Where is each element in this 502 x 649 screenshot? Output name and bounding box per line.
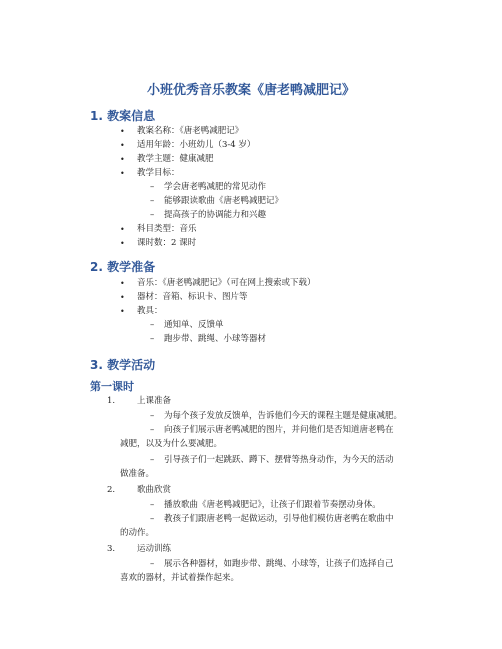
bullet: • — [120, 127, 125, 136]
dash: – — [150, 425, 155, 435]
info-theme: 教学主题：健康减肥 — [137, 154, 214, 164]
dash: – — [150, 182, 155, 192]
step-item: 展示各种器材，如跑步带、跳绳、小球等，让孩子们选择自己 — [164, 559, 394, 569]
step-label: 上课准备 — [137, 396, 172, 406]
step-item-continued: 的动作。 — [120, 528, 155, 538]
document-title: 小班优秀音乐教案《唐老鸭减肥记》 — [146, 83, 355, 98]
step-item: 为每个孩子发放反馈单，告诉他们今天的课程主题是健康减肥。 — [164, 411, 403, 421]
step-number: 3. — [107, 544, 116, 554]
dash: – — [150, 559, 155, 569]
lesson-heading: 第一课时 — [90, 380, 134, 393]
step-label: 歌曲欣赏 — [137, 485, 172, 495]
step-item: 引导孩子们一起跳跃、蹲下、摆臂等热身动作，为今天的活动 — [164, 455, 394, 465]
info-goals-label: 教学目标： — [137, 168, 180, 178]
step-item-continued: 喜欢的器材，并试着操作起来。 — [120, 573, 240, 583]
prep-aids-label: 教具： — [137, 306, 163, 316]
info-age: 适用年龄：小班幼儿（3-4 岁） — [137, 140, 256, 150]
goal-item: 能够跟读歌曲《唐老鸭减肥记》 — [164, 196, 284, 206]
prep-music: 音乐：《唐老鸭减肥记》（可在网上搜索或下载） — [137, 278, 316, 288]
step-item-continued: 减肥，以及为什么要减肥。 — [120, 439, 223, 449]
section-heading-activities: 3. 教学活动 — [90, 358, 156, 372]
dash: – — [150, 334, 155, 344]
step-label: 运动训练 — [137, 544, 172, 554]
step-item-continued: 做准备。 — [120, 469, 155, 479]
step-number: 1. — [107, 396, 116, 406]
step-number: 2. — [107, 485, 116, 495]
section-heading-info: 1. 教案信息 — [90, 109, 156, 123]
aid-item: 跑步带、跳绳、小球等器材 — [164, 334, 267, 344]
dash: – — [150, 320, 155, 330]
bullet: • — [120, 239, 125, 248]
dash: – — [150, 455, 155, 465]
step-item: 向孩子们展示唐老鸭减肥的图片，并问他们是否知道唐老鸭在 — [164, 425, 394, 435]
section-heading-prep: 2. 教学准备 — [90, 260, 156, 274]
bullet: • — [120, 307, 125, 316]
info-subject: 科目类型：音乐 — [137, 224, 197, 234]
goal-item: 学会唐老鸭减肥的常见动作 — [164, 182, 267, 192]
bullet: • — [120, 169, 125, 178]
aid-item: 通知单、反馈单 — [164, 320, 224, 330]
dash: – — [150, 210, 155, 220]
dash: – — [150, 500, 155, 510]
prep-equipment: 器材：音箱、标识卡、图片等 — [137, 292, 248, 302]
bullet: • — [120, 225, 125, 234]
step-item: 播放歌曲《唐老鸭减肥记》，让孩子们跟着节奏摆动身体。 — [164, 500, 381, 510]
bullet: • — [120, 279, 125, 288]
bullet: • — [120, 141, 125, 150]
info-name: 教案名称：《唐老鸭减肥记》 — [137, 126, 244, 136]
dash: – — [150, 196, 155, 206]
bullet: • — [120, 293, 125, 302]
dash: – — [150, 514, 155, 524]
bullet: • — [120, 155, 125, 164]
dash: – — [150, 411, 155, 421]
info-hours: 课时数：2 课时 — [137, 238, 197, 248]
step-item: 教孩子们跟唐老鸭一起做运动，引导他们模仿唐老鸭在歌曲中 — [164, 514, 394, 524]
goal-item: 提高孩子的协调能力和兴趣 — [164, 210, 267, 220]
